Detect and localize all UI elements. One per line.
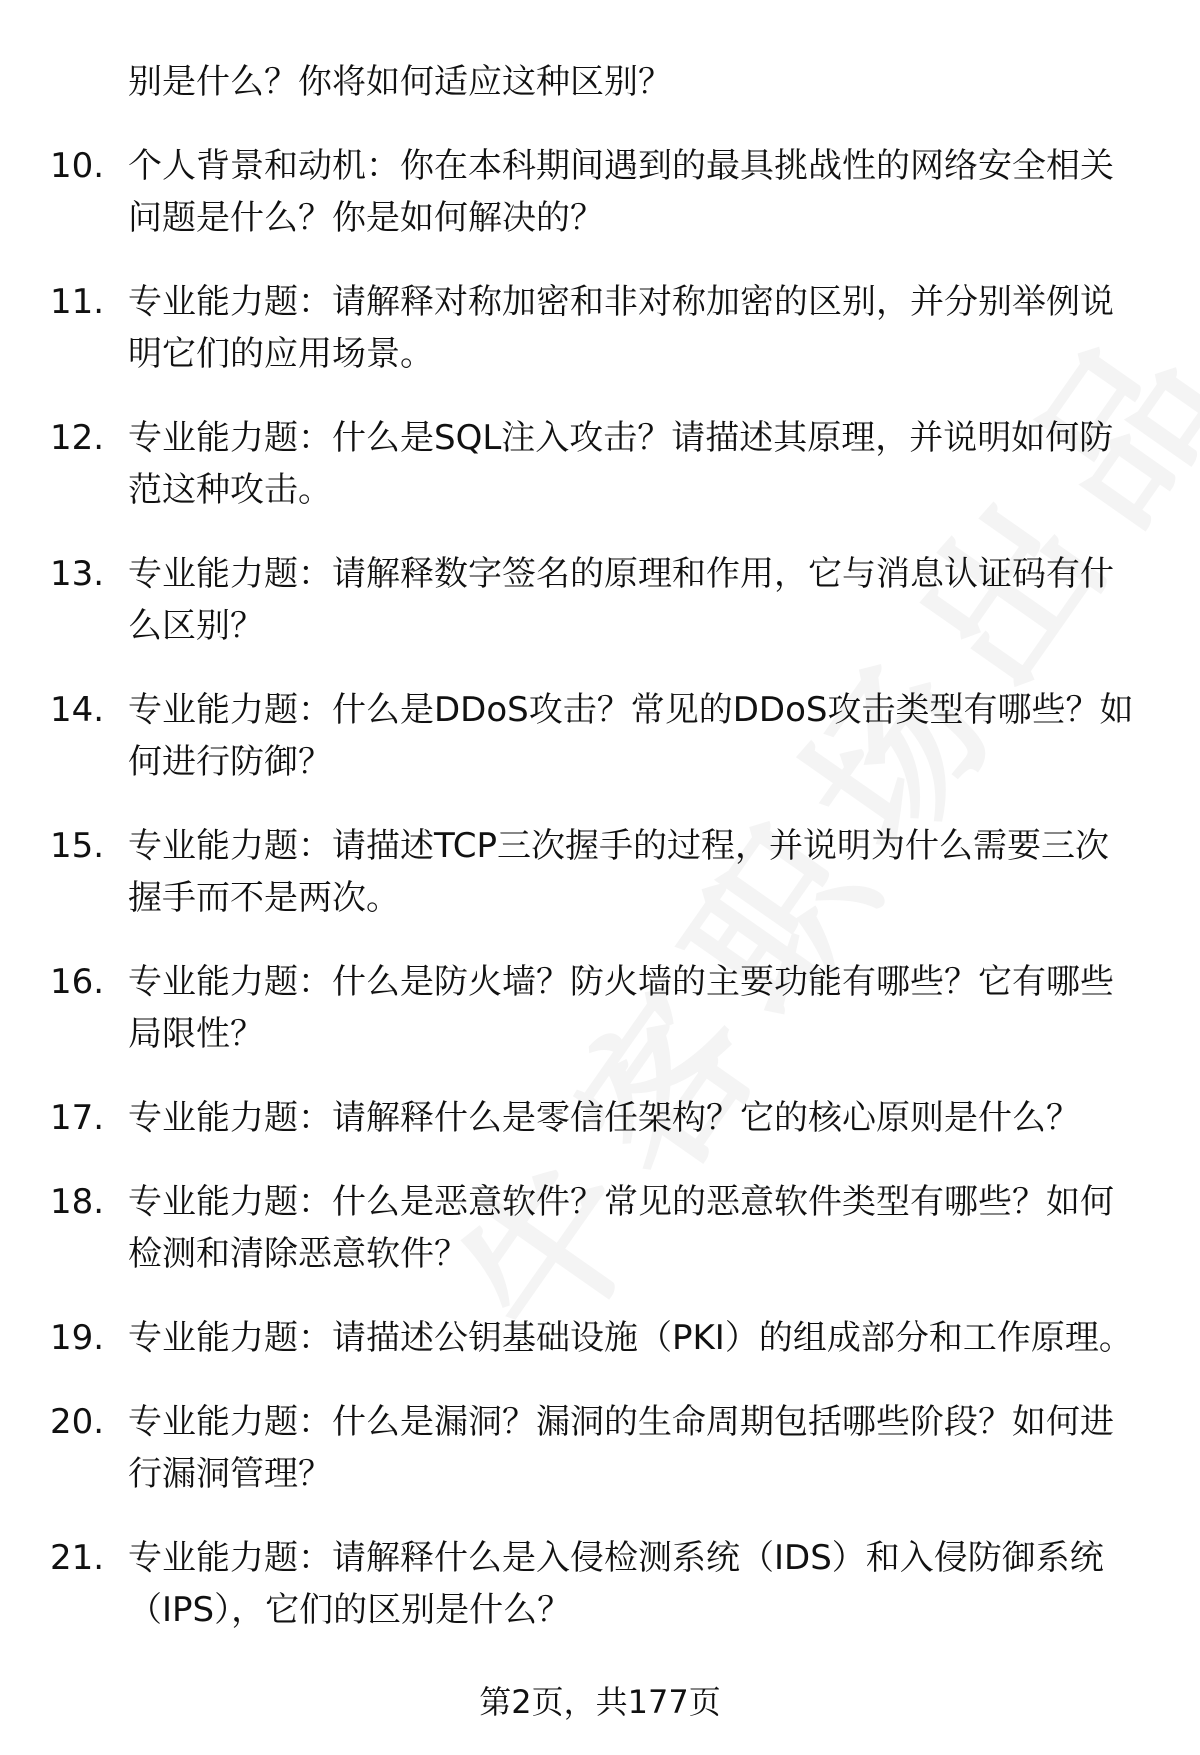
- question-item: [50, 412, 1150, 516]
- question-number: 17.: [50, 1098, 105, 1138]
- question-text: 专业能力题：请描述TCP三次握手的过程，并说明为什么需要三次握手而不是两次。: [128, 826, 1110, 918]
- question-number: 13.: [50, 554, 105, 594]
- question-text: 专业能力题：请描述公钥基础设施（PKI）的组成部分和工作原理。: [128, 1318, 1133, 1358]
- question-number: 19.: [50, 1318, 105, 1358]
- question-number: 10.: [50, 146, 105, 186]
- question-text: 专业能力题：请解释对称加密和非对称加密的区别，并分别举例说明它们的应用场景。: [128, 282, 1114, 374]
- question-item: [50, 140, 1150, 244]
- question-number: 11.: [50, 282, 105, 322]
- question-number: 16.: [50, 962, 105, 1002]
- question-number: 20.: [50, 1402, 105, 1442]
- question-text: 专业能力题：什么是DDoS攻击？常见的DDoS攻击类型有哪些？如何进行防御？: [128, 690, 1134, 782]
- page-footer: 第2页，共177页: [479, 1683, 721, 1721]
- question-text: 专业能力题：什么是防火墙？防火墙的主要功能有哪些？它有哪些局限性？: [128, 962, 1114, 1054]
- question-item: [50, 1176, 1150, 1280]
- question-item: [50, 548, 1150, 652]
- question-item: [50, 1312, 1150, 1364]
- question-text: 专业能力题：请解释什么是入侵检测系统（IDS）和入侵防御系统（IPS），它们的区别是什么？: [128, 1538, 1104, 1630]
- question-number: 21.: [50, 1538, 105, 1578]
- question-number: 12.: [50, 418, 105, 458]
- question-text: 专业能力题：什么是恶意软件？常见的恶意软件类型有哪些？如何检测和清除恶意软件？: [128, 1182, 1114, 1274]
- question-text: 专业能力题：请解释什么是零信任架构？它的核心原则是什么？: [128, 1098, 1080, 1138]
- question-item: [50, 956, 1150, 1060]
- question-text: 专业能力题：什么是漏洞？漏洞的生命周期包括哪些阶段？如何进行漏洞管理？: [128, 1402, 1114, 1494]
- question-item: [50, 1396, 1150, 1500]
- question-text: 个人背景和动机：你在本科期间遇到的最具挑战性的网络安全相关问题是什么？你是如何解决的？: [128, 146, 1114, 238]
- question-item: [50, 1092, 1150, 1144]
- question-list: [50, 140, 1150, 1668]
- question-text: 专业能力题：什么是SQL注入攻击？请描述其原理，并说明如何防范这种攻击。: [128, 418, 1114, 510]
- question-number: 18.: [50, 1182, 105, 1222]
- question-item: [50, 820, 1150, 924]
- question-item: [50, 684, 1150, 788]
- question-text: 专业能力题：请解释数字签名的原理和作用，它与消息认证码有什么区别？: [128, 554, 1114, 646]
- continuation-text: 别是什么？你将如何适应这种区别？: [128, 62, 672, 102]
- question-item: [50, 276, 1150, 380]
- question-number: 15.: [50, 826, 105, 866]
- question-number: 14.: [50, 690, 105, 730]
- question-item: [50, 1532, 1150, 1636]
